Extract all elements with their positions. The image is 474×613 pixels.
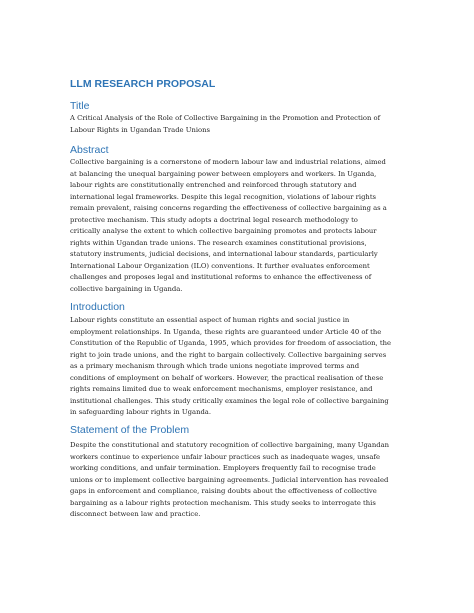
text-line: labour rights are constitutionally entrenched and reinforced through statutory and [70, 181, 357, 189]
text-line: in safeguarding labour rights in Uganda. [70, 408, 212, 416]
text-line: international legal frameworks. Despite this legal recognition, violations of labour rights [70, 192, 377, 201]
document-title: LLM RESEARCH PROPOSAL [70, 78, 216, 90]
abstract-heading: Abstract [70, 144, 109, 156]
text-line: Labour Rights in Ugandan Trade Unions [70, 125, 210, 134]
text-line: disconnect between law and practice. [70, 510, 201, 518]
text-line: conditions of employment on behalf of workers. However, the practical realisation of these [70, 373, 384, 382]
text-line: remain prevalent, raising concerns regarding the effectiveness of collective bargaining as a [70, 204, 387, 212]
text-line: International Labour Organization (ILO) conventions. It further evaluates enforcement [70, 261, 370, 270]
text-line: working conditions, and unfair termination. Employers frequently fail to recognise trade [70, 464, 376, 472]
introduction-heading: Introduction [70, 301, 125, 313]
text-line: challenges and proposes legal and institutional reforms to enhance the effectiveness of [70, 273, 372, 281]
text-line: as a primary mechanism through which trade unions negotiate improved terms and [70, 362, 360, 370]
text-line: workers continue to experience unfair labour practices such as inadequate wages, unsafe [70, 452, 381, 461]
abstract-paragraph [70, 157, 415, 295]
text-line: protective mechanism. This study adopts a doctrinal legal research methodology to [70, 215, 358, 224]
statement-paragraph [70, 440, 415, 521]
text-line: institutional challenges. This study critically examines the legal role of collective bargaining [70, 396, 389, 405]
text-line: Collective bargaining is a cornerstone of modern labour law and industrial relations, aimed [70, 158, 386, 166]
text-line: A Critical Analysis of the Role of Collective Bargaining in the Promotion and Protection of [70, 114, 381, 122]
text-line: employment relationships. In Uganda, these rights are guaranteed under Article 40 of the [70, 327, 382, 336]
title-heading: Title [70, 100, 90, 112]
title-paragraph [70, 113, 415, 136]
text-line: gaps in enforcement and compliance, raising doubts about the effectiveness of collective [70, 487, 377, 495]
text-line: Despite the constitutional and statutory recognition of collective bargaining, many Ugandan [70, 441, 389, 449]
statement-heading: Statement of the Problem [70, 424, 190, 436]
text-line: rights remains limited due to weak enforcement mechanisms, employer resistance, and [70, 385, 373, 393]
text-line: Labour rights constitute an essential aspect of human rights and social justice in [70, 316, 350, 324]
text-line: bargaining as a labour rights protection mechanism. This study seeks to interrogate this [70, 498, 376, 507]
text-line: Constitution of the Republic of Uganda, 1995, which provides for freedom of association, the [70, 339, 391, 347]
text-line: rights within Ugandan trade unions. The research examines constitutional provisions, [70, 238, 367, 247]
introduction-paragraph [70, 315, 415, 419]
text-line: unions or to implement collective bargaining agreements. Judicial intervention has revealed [70, 475, 389, 484]
text-line: critically analyse the extent to which collective bargaining promotes and protects labour [70, 227, 377, 235]
text-line: right to join trade unions, and the right to bargain collectively. Collective bargaining serves [70, 350, 387, 359]
text-line: at balancing the unequal bargaining power between employers and workers. In Uganda, [70, 169, 377, 178]
text-line: statutory instruments, judicial decisions, and international labour standards, particularly [70, 250, 378, 258]
text-line: collective bargaining in Uganda. [70, 284, 183, 293]
